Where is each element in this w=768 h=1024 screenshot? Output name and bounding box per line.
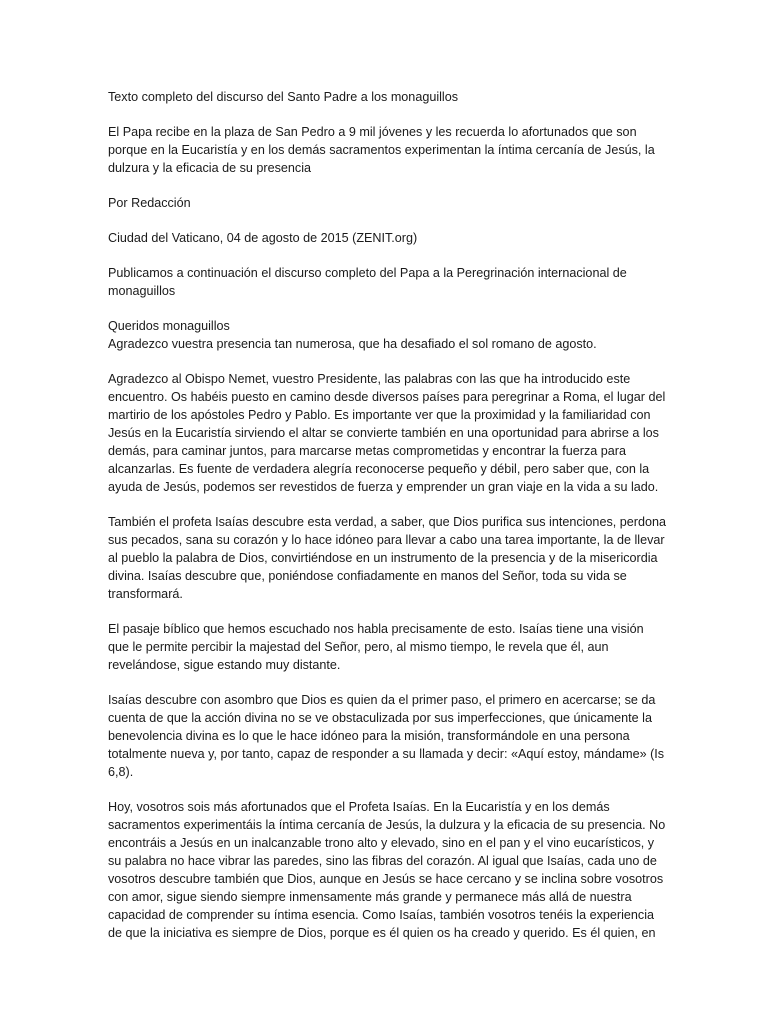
body-paragraph: También el profeta Isaías descubre esta verdad, a saber, que Dios purifica sus intenciones, perdona sus pecados, sana su corazón y lo hace idóneo para llevar a cabo una tarea importante, la de llevar al pueblo la palabra de Dios, convirtiéndose en un instrumento de la presencia y de la misericordia divina. Isaías descubre que, poniéndose confiadamente en manos del Señor, toda su vida se transformará. — [108, 515, 666, 601]
salutation: Queridos monaguillos — [108, 319, 230, 333]
document-summary: El Papa recibe en la plaza de San Pedro a 9 mil jóvenes y les recuerda lo afortunados que son porque en la Eucaristía y en los demás sacramentos experimentan la íntima cercanía de Jesús, la dulzura y la eficacia de su presencia — [108, 125, 655, 175]
body-paragraph: Agradezco al Obispo Nemet, vuestro Presidente, las palabras con las que ha introducido este encuentro. Os habéis puesto en camino desde diversos países para peregrinar a Roma, el lugar del martirio de los apóstoles Pedro y Pablo. Es importante ver que la proximidad y la familiaridad con Jesús en la Eucaristía sirviendo el altar se convierte también en una oportunidad para abrirse a los demás, para caminar juntos, para marcarse metas comprometidas y encontrar la fuerza para alcanzarlas. Es fuente de verdadera alegría reconocerse pequeño y débil, pero saber que, con la ayuda de Jesús, podemos ser revestidos de fuerza y emprender un gran viaje en la vida a su lado. — [108, 372, 666, 494]
document-page — [108, 88, 666, 959]
dateline: Ciudad del Vaticano, 04 de agosto de 2015 (ZENIT.org) — [108, 231, 418, 245]
intro-paragraph: Publicamos a continuación el discurso completo del Papa a la Peregrinación internacional de monaguillos — [108, 266, 627, 298]
document-title: Texto completo del discurso del Santo Padre a los monaguillos — [108, 90, 459, 104]
body-paragraph: Isaías descubre con asombro que Dios es quien da el primer paso, el primero en acercarse; se da cuenta de que la acción divina no se ve obstaculizada por sus imperfecciones, que únicamente la benevolencia divina es lo que le hace idóneo para la misión, transformándole en una persona totalmente nueva y, por tanto, capaz de responder a su llamada y decir: «Aquí estoy, mándame» (Is 6,8). — [108, 693, 665, 779]
byline: Por Redacción — [108, 196, 191, 210]
body-paragraph: Hoy, vosotros sois más afortunados que el Profeta Isaías. En la Eucaristía y en los demás sacramentos experimentáis la íntima cercanía de Jesús, la dulzura y la eficacia de su presencia. No encontráis a Jesús en un inalcanzable trono alto y elevado, sino en el pan y el vino eucarísticos, y su palabra no hace vibrar las paredes, sino las fibras del corazón. Al igual que Isaías, cada uno de vosotros descubre también que Dios, aunque en Jesús se hace cercano y se inclina sobre vosotros con amor, sigue siendo siempre inmensamente más grande y permanece más allá de nuestra capacidad de comprender su íntima esencia. Como Isaías, también vosotros tenéis la experiencia de que la iniciativa es siempre de Dios, porque es él quien os ha creado y querido. Es él quien, en — [108, 800, 666, 940]
body-paragraph: El pasaje bíblico que hemos escuchado nos habla precisamente de esto. Isaías tiene una visión que le permite percibir la majestad del Señor, pero, al mismo tiempo, le revela que él, aun revelándose, sigue estando muy distante. — [108, 622, 644, 672]
body-paragraph: Agradezco vuestra presencia tan numerosa, que ha desafiado el sol romano de agosto. — [108, 337, 597, 351]
